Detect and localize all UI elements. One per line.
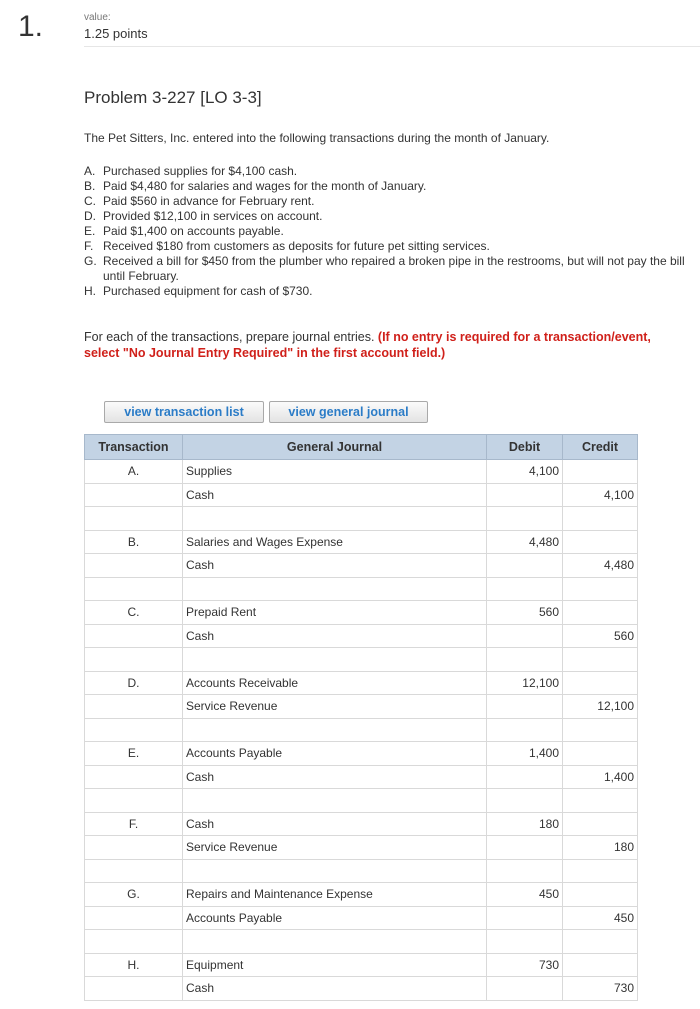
credit-amount-cell[interactable] [563, 460, 638, 484]
journal-debit-row [85, 601, 638, 625]
account-cell[interactable] [183, 859, 487, 883]
credit-header: Credit [563, 435, 638, 460]
journal-credit-row [85, 483, 638, 507]
debit-amount-cell[interactable] [487, 789, 563, 813]
general-journal-header: General Journal [183, 435, 487, 460]
journal-blank-row [85, 789, 638, 813]
credit-amount-cell[interactable]: 730 [563, 977, 638, 1001]
transaction-cell: C. [85, 601, 183, 625]
transaction-cell [85, 507, 183, 531]
transaction-letter: B. [84, 179, 96, 193]
journal-debit-row [85, 812, 638, 836]
credit-amount-cell[interactable] [563, 671, 638, 695]
debit-amount-cell[interactable]: 450 [487, 883, 563, 907]
value-label: value: [84, 12, 111, 23]
journal-blank-row [85, 859, 638, 883]
debit-amount-cell[interactable] [487, 624, 563, 648]
debit-account-cell[interactable]: Equipment [183, 953, 487, 977]
problem-intro: The Pet Sitters, Inc. entered into the following transactions during the month of January. [84, 131, 550, 145]
account-cell[interactable] [183, 930, 487, 954]
debit-account-cell[interactable]: Supplies [183, 460, 487, 484]
debit-amount-cell[interactable] [487, 695, 563, 719]
transaction-item [84, 254, 694, 284]
debit-amount-cell[interactable]: 730 [487, 953, 563, 977]
transaction-letter: G. [84, 254, 97, 268]
credit-amount-cell[interactable]: 4,480 [563, 554, 638, 578]
journal-blank-row [85, 507, 638, 531]
journal-debit-row [85, 883, 638, 907]
transaction-text: Provided $12,100 in services on account. [103, 209, 323, 223]
transaction-cell [85, 977, 183, 1001]
question-number: 1. [18, 10, 44, 43]
journal-debit-row [85, 742, 638, 766]
transaction-cell [85, 836, 183, 860]
journal-table [84, 434, 638, 1001]
debit-amount-cell[interactable]: 1,400 [487, 742, 563, 766]
transaction-item [84, 239, 694, 254]
credit-amount-cell[interactable] [563, 718, 638, 742]
credit-amount-cell[interactable]: 450 [563, 906, 638, 930]
debit-amount-cell[interactable] [487, 648, 563, 672]
problem-title: Problem 3-227 [LO 3-3] [84, 88, 262, 107]
transaction-cell: F. [85, 812, 183, 836]
debit-amount-cell[interactable]: 12,100 [487, 671, 563, 695]
header-divider [84, 46, 700, 47]
instruction-warning: (If no entry is required for a transaction/event, select "No Journal Entry Required" in the first account field.) [84, 330, 651, 360]
credit-amount-cell[interactable]: 4,100 [563, 483, 638, 507]
credit-account-cell[interactable]: Cash [183, 765, 487, 789]
transaction-cell [85, 648, 183, 672]
debit-amount-cell[interactable]: 560 [487, 601, 563, 625]
transaction-letter: E. [84, 224, 96, 238]
transaction-cell: A. [85, 460, 183, 484]
journal-credit-row [85, 695, 638, 719]
instruction-text: For each of the transactions, prepare journal entries. [84, 330, 378, 344]
transaction-item [84, 179, 694, 194]
account-cell[interactable] [183, 507, 487, 531]
transaction-cell [85, 718, 183, 742]
credit-account-cell[interactable]: Accounts Payable [183, 906, 487, 930]
debit-account-cell[interactable]: Cash [183, 812, 487, 836]
transaction-text: Paid $4,480 for salaries and wages for the month of January. [103, 179, 427, 193]
debit-amount-cell[interactable] [487, 483, 563, 507]
debit-amount-cell[interactable]: 180 [487, 812, 563, 836]
journal-blank-row [85, 648, 638, 672]
debit-amount-cell[interactable] [487, 577, 563, 601]
credit-amount-cell[interactable] [563, 883, 638, 907]
journal-debit-row [85, 953, 638, 977]
account-cell[interactable] [183, 577, 487, 601]
view-transaction-list-button[interactable]: view transaction list [104, 401, 264, 423]
debit-amount-cell[interactable] [487, 977, 563, 1001]
journal-debit-row [85, 530, 638, 554]
debit-amount-cell[interactable] [487, 859, 563, 883]
debit-amount-cell[interactable] [487, 930, 563, 954]
transaction-item [84, 224, 694, 239]
credit-account-cell[interactable]: Service Revenue [183, 695, 487, 719]
credit-amount-cell[interactable] [563, 859, 638, 883]
debit-account-cell[interactable]: Salaries and Wages Expense [183, 530, 487, 554]
debit-amount-cell[interactable] [487, 836, 563, 860]
transaction-cell: H. [85, 953, 183, 977]
credit-amount-cell[interactable] [563, 930, 638, 954]
credit-account-cell[interactable]: Cash [183, 483, 487, 507]
credit-account-cell[interactable]: Cash [183, 624, 487, 648]
transaction-item [84, 164, 694, 179]
credit-amount-cell[interactable] [563, 507, 638, 531]
account-cell[interactable] [183, 789, 487, 813]
transaction-cell: D. [85, 671, 183, 695]
transaction-cell [85, 624, 183, 648]
credit-amount-cell[interactable] [563, 530, 638, 554]
account-cell[interactable] [183, 648, 487, 672]
transaction-cell [85, 765, 183, 789]
transaction-letter: F. [84, 239, 94, 253]
journal-blank-row [85, 718, 638, 742]
transaction-item [84, 194, 694, 209]
view-general-journal-button[interactable]: view general journal [269, 401, 428, 423]
transaction-cell [85, 930, 183, 954]
transaction-item [84, 209, 694, 224]
transaction-text: Purchased equipment for cash of $730. [103, 284, 313, 298]
transaction-letter: D. [84, 209, 96, 223]
credit-amount-cell[interactable] [563, 812, 638, 836]
transaction-cell: G. [85, 883, 183, 907]
journal-credit-row [85, 906, 638, 930]
credit-amount-cell[interactable]: 12,100 [563, 695, 638, 719]
instructions [84, 329, 684, 361]
journal-blank-row [85, 930, 638, 954]
transaction-cell [85, 695, 183, 719]
debit-amount-cell[interactable] [487, 765, 563, 789]
transaction-cell [85, 859, 183, 883]
debit-account-cell[interactable]: Prepaid Rent [183, 601, 487, 625]
credit-amount-cell[interactable]: 1,400 [563, 765, 638, 789]
transaction-text: Paid $1,400 on accounts payable. [103, 224, 284, 238]
account-cell[interactable] [183, 718, 487, 742]
journal-debit-row [85, 671, 638, 695]
transaction-header: Transaction [85, 435, 183, 460]
transaction-cell: E. [85, 742, 183, 766]
transaction-text: Received $180 from customers as deposits for future pet sitting services. [103, 239, 490, 253]
transaction-text: Paid $560 in advance for February rent. [103, 194, 315, 208]
credit-amount-cell[interactable] [563, 648, 638, 672]
journal-blank-row [85, 577, 638, 601]
transaction-letter: C. [84, 194, 96, 208]
journal-credit-row [85, 836, 638, 860]
journal-header-row [85, 435, 638, 460]
debit-header: Debit [487, 435, 563, 460]
journal-credit-row [85, 977, 638, 1001]
debit-amount-cell[interactable] [487, 906, 563, 930]
debit-account-cell[interactable]: Accounts Receivable [183, 671, 487, 695]
credit-account-cell[interactable]: Cash [183, 977, 487, 1001]
journal-debit-row [85, 460, 638, 484]
debit-amount-cell[interactable]: 4,480 [487, 530, 563, 554]
transaction-list [84, 164, 694, 299]
credit-account-cell[interactable]: Cash [183, 554, 487, 578]
credit-amount-cell[interactable] [563, 789, 638, 813]
debit-amount-cell[interactable]: 4,100 [487, 460, 563, 484]
transaction-cell [85, 906, 183, 930]
debit-amount-cell[interactable] [487, 507, 563, 531]
points-value: 1.25 points [84, 26, 148, 41]
transaction-letter: H. [84, 284, 96, 298]
transaction-text: Purchased supplies for $4,100 cash. [103, 164, 298, 178]
credit-amount-cell[interactable] [563, 577, 638, 601]
credit-amount-cell[interactable]: 180 [563, 836, 638, 860]
credit-amount-cell[interactable] [563, 953, 638, 977]
transaction-letter: A. [84, 164, 96, 178]
journal-credit-row [85, 624, 638, 648]
transaction-cell [85, 789, 183, 813]
transaction-cell: B. [85, 530, 183, 554]
transaction-text: Received a bill for $450 from the plumber who repaired a broken pipe in the restrooms, but will not pay the bill until February. [103, 254, 685, 283]
transaction-cell [85, 577, 183, 601]
debit-amount-cell[interactable] [487, 554, 563, 578]
journal-credit-row [85, 554, 638, 578]
credit-amount-cell[interactable] [563, 742, 638, 766]
credit-account-cell[interactable]: Service Revenue [183, 836, 487, 860]
journal-credit-row [85, 765, 638, 789]
debit-account-cell[interactable]: Accounts Payable [183, 742, 487, 766]
transaction-item [84, 284, 694, 299]
credit-amount-cell[interactable] [563, 601, 638, 625]
transaction-cell [85, 554, 183, 578]
credit-amount-cell[interactable]: 560 [563, 624, 638, 648]
debit-account-cell[interactable]: Repairs and Maintenance Expense [183, 883, 487, 907]
debit-amount-cell[interactable] [487, 718, 563, 742]
transaction-cell [85, 483, 183, 507]
